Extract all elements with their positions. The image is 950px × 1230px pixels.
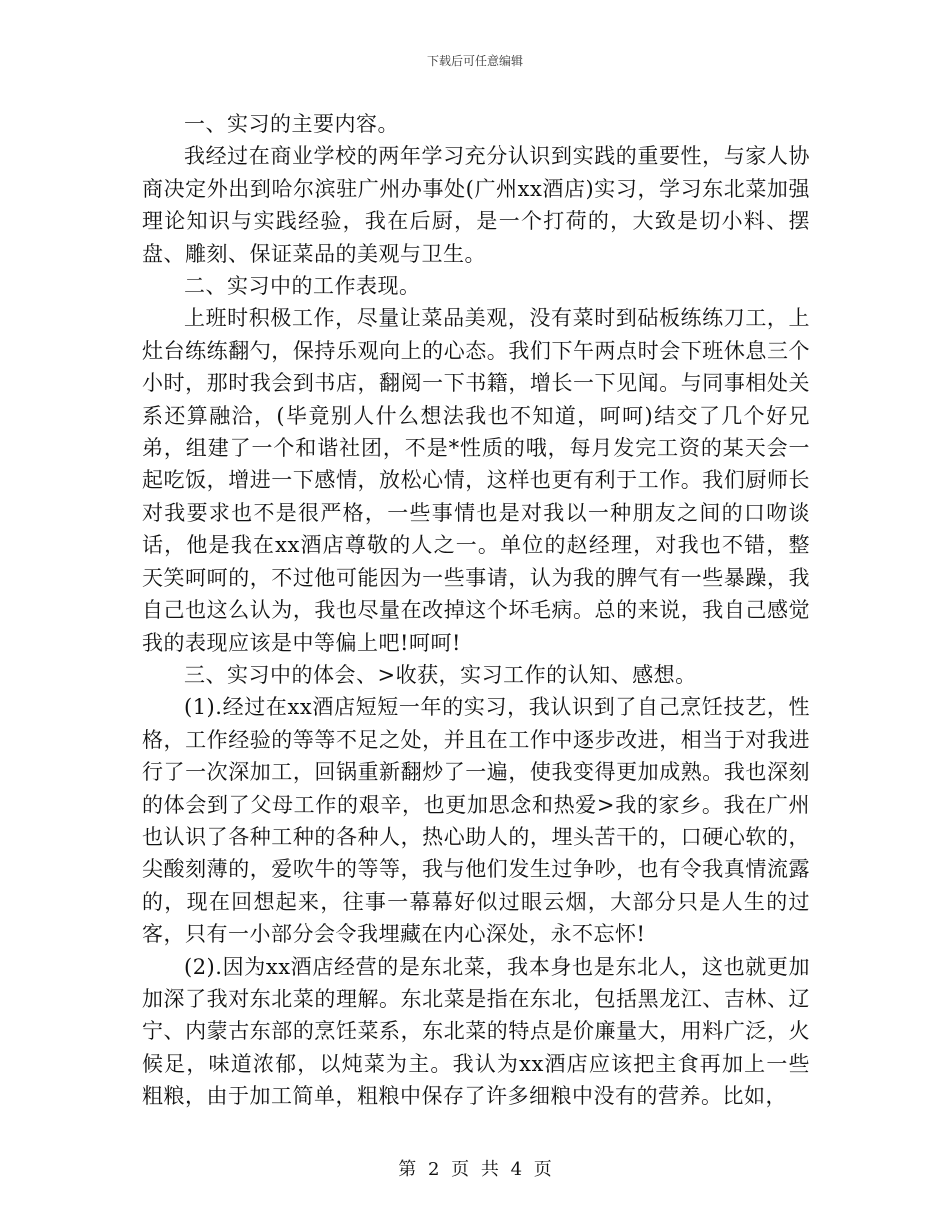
document-body	[142, 108, 810, 1113]
paragraph-main-content: 我经过在商业学校的两年学习充分认识到实践的重要性，与家人协商决定外出到哈尔滨驻广州办事处(广州xx酒店)实习，学习东北菜加强理论知识与实践经验，我在后厨，是一个打荷的，大致是切小料、摆盘、雕刻、保证菜品的美观与卫生。	[142, 144, 810, 266]
paragraph-experience-2: (2).因为xx酒店经营的是东北菜，我本身也是东北人，这也就更加加深了我对东北菜的理解。东北菜是指在东北，包括黑龙江、吉林、辽宁、内蒙古东部的烹饪菜系，东北菜的特点是价廉量大，用料广泛，火候足，味道浓郁，以炖菜为主。我认为xx酒店应该把主食再加上一些粗粮，由于加工简单，粗粮中保存了许多细粮中没有的营养。比如，	[142, 954, 810, 1109]
section-heading-experience: 三、实习中的体会、>收获，实习工作的认知、感想。	[184, 662, 697, 687]
page-number-footer: 第 2 页 共 4 页	[398, 1159, 552, 1180]
paragraph-experience-1: (1).经过在xx酒店短短一年的实习，我认识到了自己烹饪技艺，性格，工作经验的等等不足之处，并且在工作中逐步改进，相当于对我进行了一次深加工，回锅重新翻炒了一遍，使我变得更加成熟。我也深刻的体会到了父母工作的艰辛，也更加思念和热爱>我的家乡。我在广州也认识了各种工种的各种人，热心助人的，埋头苦干的，口硬心软的，尖酸刻薄的，爱吹牛的等等，我与他们发生过争吵，也有令我真情流露的，现在回想起来，往事一幕幕好似过眼云烟，大部分只是人生的过客，只有一小部分会令我埋藏在内心深处，永不忘怀!	[142, 695, 810, 947]
section-heading-work-performance: 二、实习中的工作表现。	[184, 274, 421, 299]
paragraph-work-performance: 上班时积极工作，尽量让菜品美观，没有菜时到砧板练练刀工，上灶台练练翻勺，保持乐观向上的心态。我们下午两点时会下班休息三个小时，那时我会到书店，翻阅一下书籍，增长一下见闻。与同事相处关系还算融洽，(毕竟别人什么想法我也不知道，呵呵)结交了几个好兄弟，组建了一个和谐社团，不是*性质的哦，每月发完工资的某天会一起吃饭，增进一下感情，放松心情，这样也更有利于工作。我们厨师长对我要求也不是很严格，一些事情也是对我以一种朋友之间的口吻谈话，他是我在xx酒店尊敬的人之一。单位的赵经理，对我也不错，整天笑呵呵的，不过他可能因为一些事请，认为我的脾气有一些暴躁，我自己也这么认为，我也尽量在改掉这个坏毛病。总的来说，我自己感觉我的表现应该是中等偏上吧!呵呵!	[142, 306, 810, 655]
page-header-note: 下载后可任意编辑	[426, 54, 523, 68]
section-heading-main-content: 一、实习的主要内容。	[184, 112, 399, 136]
